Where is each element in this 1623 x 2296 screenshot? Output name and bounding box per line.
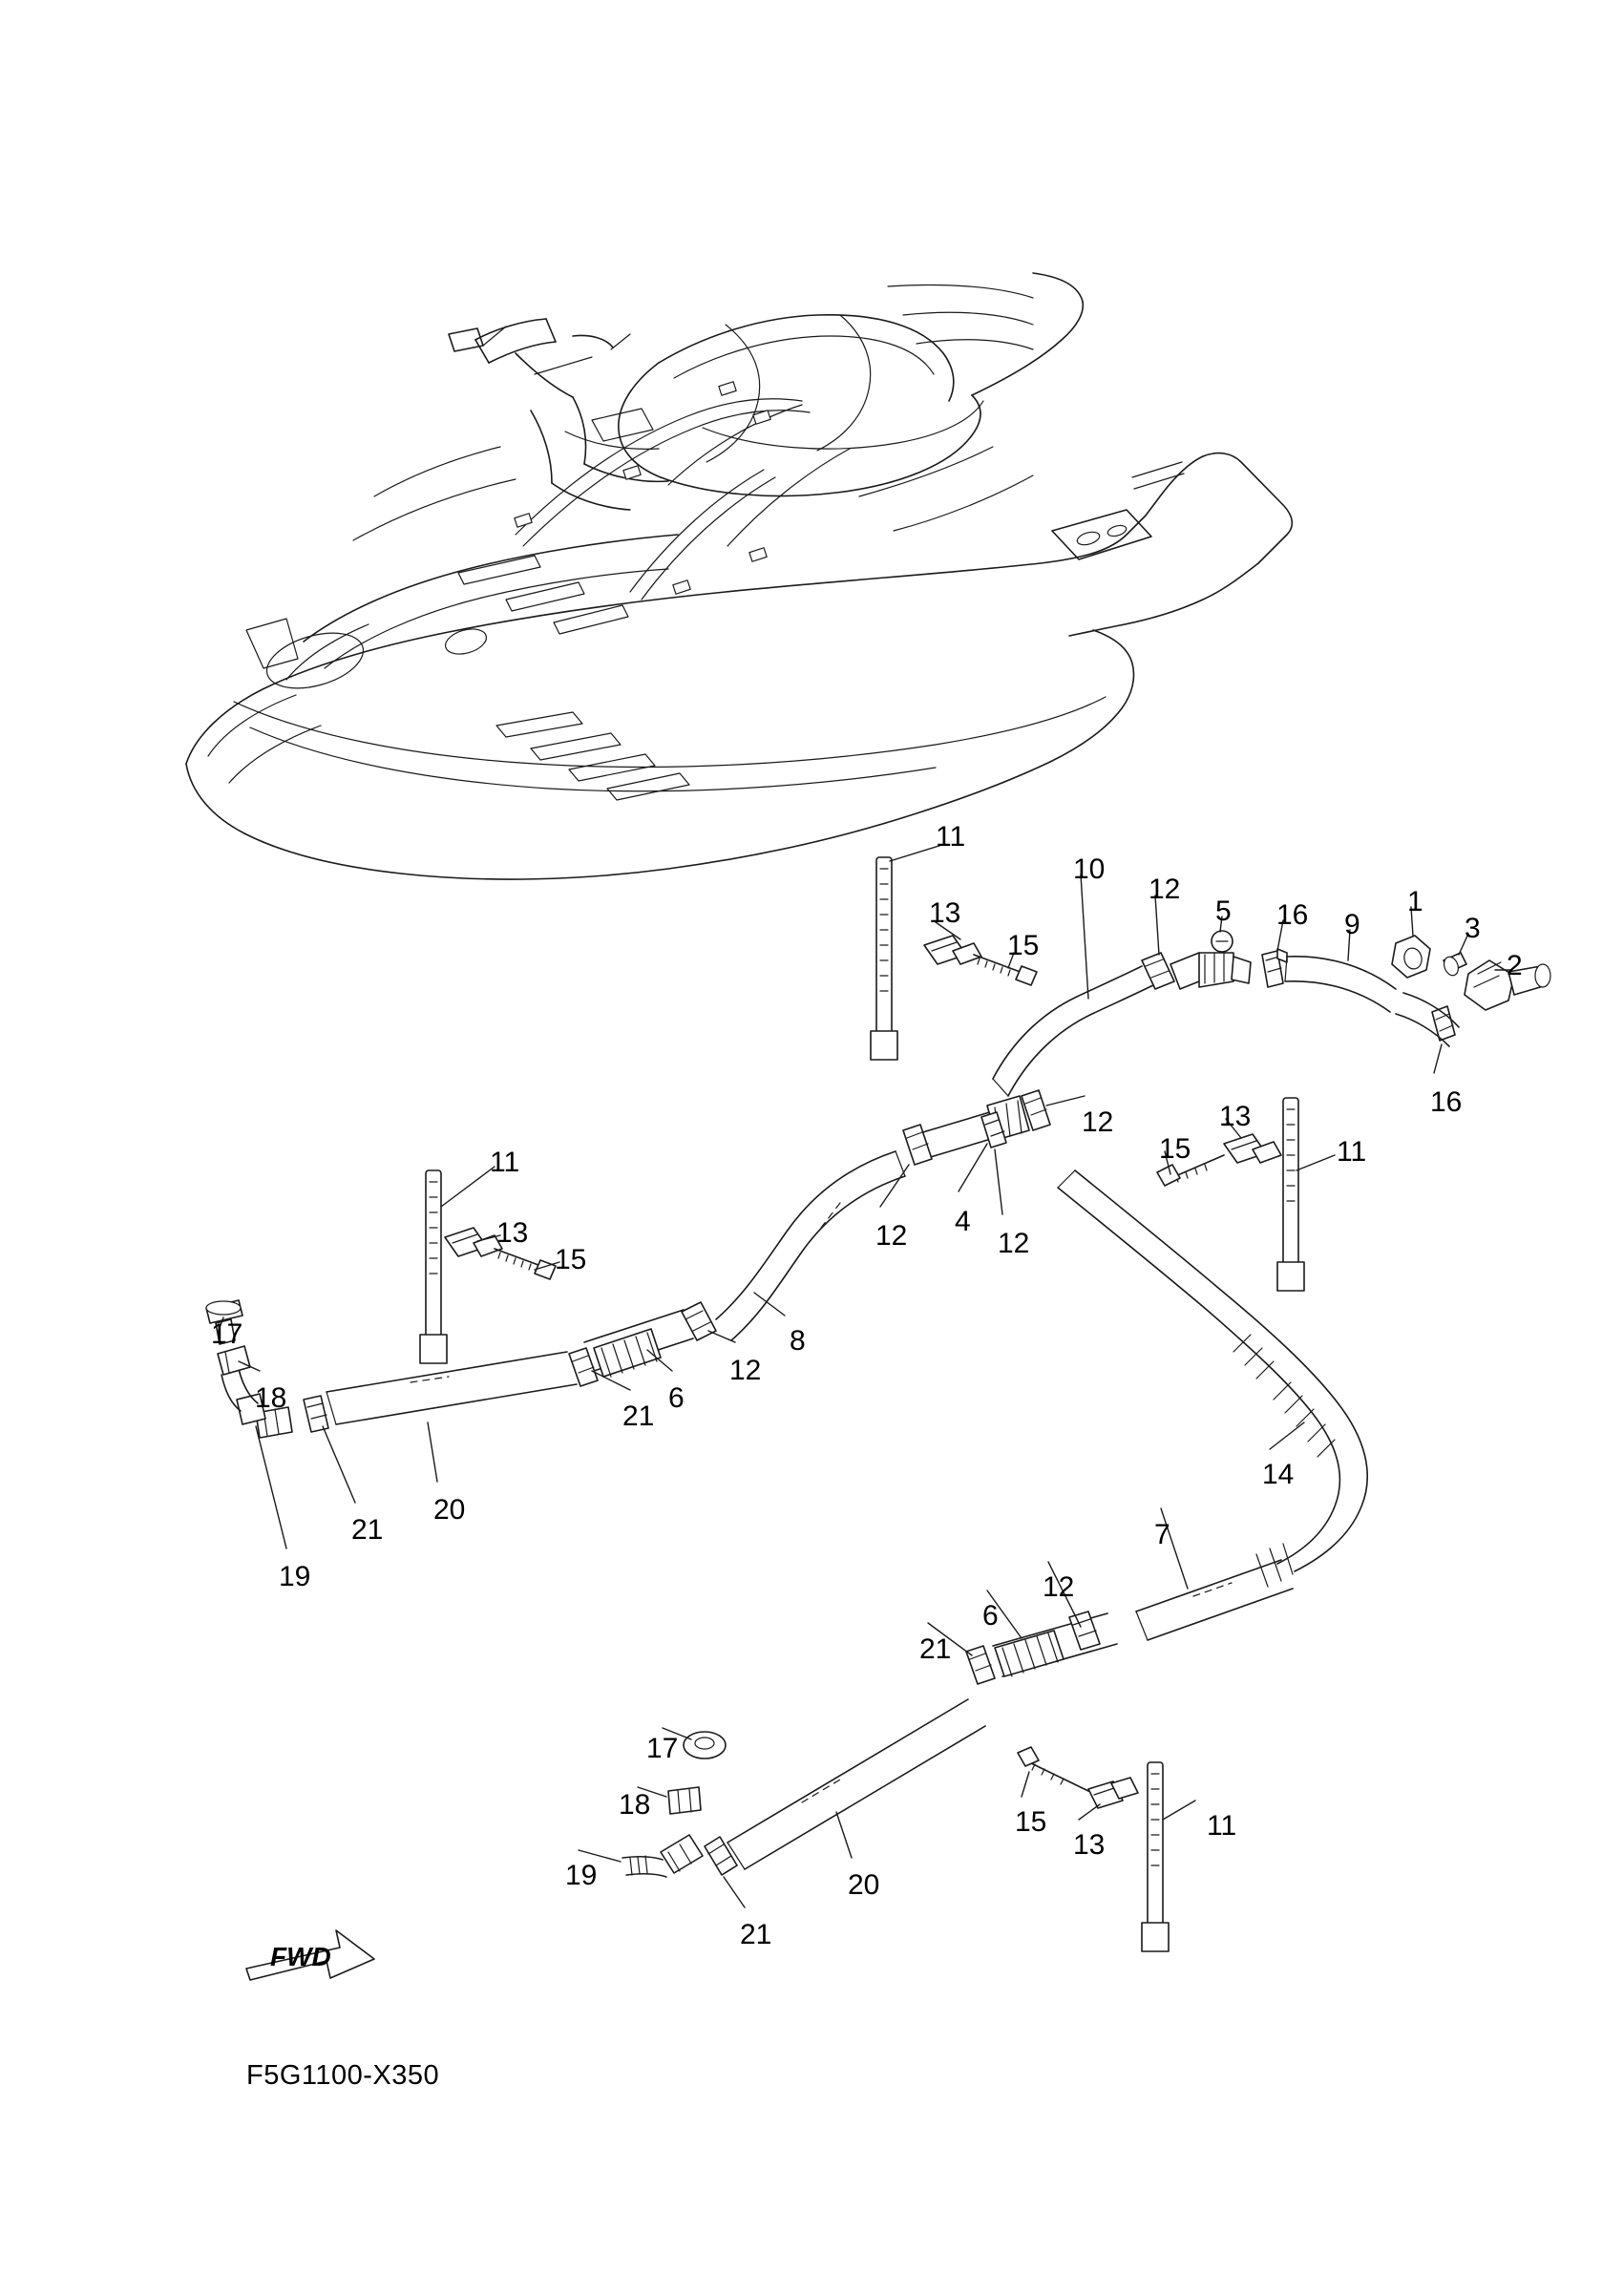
callout-20a: 20: [433, 1494, 466, 1526]
part-clamp-16-a: [1262, 949, 1287, 987]
callout-7: 7: [1154, 1519, 1170, 1550]
callout-20b: 20: [848, 1869, 880, 1901]
callout-18a: 18: [255, 1382, 287, 1414]
leader-lines: [218, 844, 1510, 1907]
callout-12: 12: [1149, 874, 1181, 905]
callout-19a: 19: [279, 1561, 311, 1592]
part-17-cap-b: [684, 1732, 726, 1759]
callout-13: 13: [929, 897, 961, 929]
part-hose-14-7: [1058, 1170, 1367, 1571]
part-clamp-12-a: [1142, 953, 1174, 989]
callout-4: 4: [955, 1206, 971, 1237]
callout-16b: 16: [1430, 1086, 1463, 1118]
parts-exploded-view: [206, 844, 1550, 1980]
part-clamp-16-b: [1432, 1006, 1455, 1041]
callout-21d: 21: [740, 1919, 772, 1950]
callout-15d: 15: [1015, 1806, 1047, 1838]
callout-10: 10: [1073, 853, 1106, 885]
part-4-union: [917, 1096, 1029, 1159]
callout-16: 16: [1276, 899, 1309, 931]
part-hose-9: [1285, 957, 1396, 1012]
part-code-label: F5G1100-X350: [246, 2060, 440, 2091]
callout-12e: 12: [729, 1355, 762, 1386]
callout-11b: 11: [1337, 1136, 1367, 1168]
callout-12c: 12: [875, 1220, 908, 1252]
fwd-label: FWD: [270, 1942, 331, 1971]
part-clamp-21-a: [569, 1348, 598, 1386]
part-clamp-13-mid-left: [445, 1228, 502, 1256]
callout-17b: 17: [646, 1733, 679, 1764]
callout-21a: 21: [622, 1401, 655, 1432]
part-1-nut: [1392, 936, 1430, 978]
callout-13d: 13: [1073, 1829, 1106, 1861]
part-18-grommet-b: [668, 1787, 701, 1814]
callout-1: 1: [1407, 886, 1423, 917]
callout-2: 2: [1507, 950, 1523, 981]
callout-3: 3: [1465, 913, 1481, 944]
callout-5: 5: [1215, 895, 1232, 927]
callout-6b: 6: [982, 1600, 999, 1632]
part-18-grommet-a: [218, 1346, 250, 1375]
part-3-washer: [1442, 953, 1466, 978]
callout-13c: 13: [496, 1217, 529, 1249]
callout-9: 9: [1344, 909, 1360, 940]
part-clamp-13-top: [924, 936, 981, 964]
callout-8: 8: [790, 1325, 806, 1357]
callout-11: 11: [936, 821, 966, 853]
callout-15: 15: [1007, 930, 1040, 961]
watercraft-illustration: [186, 273, 1292, 879]
part-5-fitting: [1170, 931, 1251, 989]
part-cable-tie-right: [1277, 1098, 1304, 1291]
part-cable-tie-top: [871, 857, 897, 1060]
part-clamp-21-c: [966, 1646, 995, 1684]
part-screw-15-bottom: [1018, 1747, 1088, 1791]
part-hose-7: [1136, 1544, 1293, 1640]
part-6-connector-a: [584, 1310, 693, 1377]
callout-12d: 12: [998, 1228, 1030, 1259]
part-clamp-21-b: [304, 1396, 328, 1432]
part-hose-20-b: [727, 1699, 985, 1869]
callout-21c: 21: [919, 1633, 952, 1665]
callout-13b: 13: [1219, 1101, 1252, 1132]
callout-15b: 15: [1159, 1133, 1191, 1165]
callout-21b: 21: [351, 1514, 384, 1546]
callout-11c: 11: [490, 1147, 520, 1178]
part-cable-tie-mid-left: [420, 1170, 447, 1363]
callout-12f: 12: [1043, 1571, 1075, 1603]
callout-14: 14: [1262, 1459, 1295, 1490]
part-cable-tie-bottom: [1142, 1762, 1169, 1951]
part-clamp-21-d: [705, 1837, 737, 1875]
part-clamp-13-bottom: [1088, 1778, 1138, 1808]
part-hose-20-a: [327, 1352, 577, 1424]
part-19-elbow-b: [622, 1835, 703, 1877]
callout-12b: 12: [1082, 1106, 1114, 1138]
callout-17a: 17: [211, 1318, 243, 1350]
callout-19b: 19: [565, 1860, 598, 1891]
part-hose-10: [993, 966, 1157, 1096]
callout-15c: 15: [555, 1244, 587, 1275]
part-clamp-13-right: [1224, 1134, 1281, 1163]
part-screw-15-mid-left: [495, 1249, 556, 1279]
callout-6a: 6: [668, 1382, 685, 1414]
part-clamp-12-e: [682, 1302, 716, 1340]
callout-18b: 18: [619, 1789, 651, 1821]
callout-11d: 11: [1207, 1810, 1237, 1842]
